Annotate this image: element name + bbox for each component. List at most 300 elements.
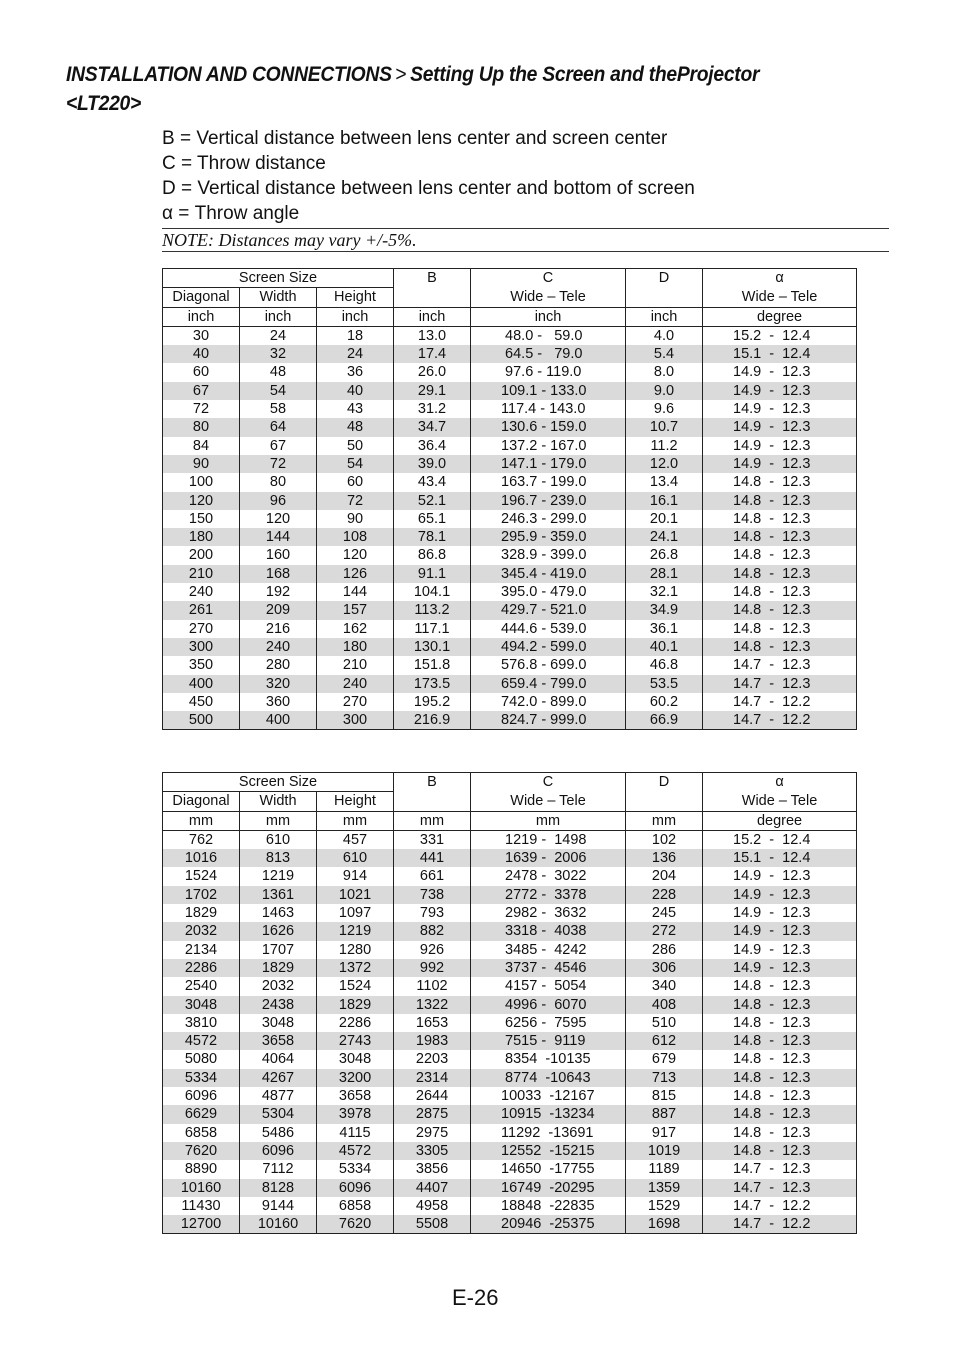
table-cell: 168 <box>240 565 317 583</box>
table-cell: 429.7 - 521.0 <box>471 601 626 619</box>
unit-label: mm <box>317 811 394 830</box>
table-cell: 14650 -17755 <box>471 1160 626 1178</box>
table-cell: 14.8 - 12.3 <box>703 510 857 528</box>
table-cell: 157 <box>317 601 394 619</box>
table-cell: 4996 - 6070 <box>471 996 626 1014</box>
table-cell: 5304 <box>240 1105 317 1123</box>
table-cell: 130.6 - 159.0 <box>471 418 626 436</box>
table-cell: 813 <box>240 849 317 867</box>
table-cell: 1707 <box>240 941 317 959</box>
table-row <box>163 656 857 674</box>
table-cell: 7515 - 9119 <box>471 1032 626 1050</box>
table-cell: 395.0 - 479.0 <box>471 583 626 601</box>
table-cell: 1829 <box>163 904 240 922</box>
table-cell: 2032 <box>163 922 240 940</box>
table-cell: 173.5 <box>394 675 471 693</box>
table-cell: 300 <box>317 711 394 730</box>
table-row <box>163 830 857 849</box>
table-cell: 20946 -25375 <box>471 1215 626 1234</box>
table-cell: 40 <box>317 382 394 400</box>
table-cell: 2438 <box>240 996 317 1014</box>
table-cell: 28.1 <box>626 565 703 583</box>
table-cell: 328.9 - 399.0 <box>471 546 626 564</box>
table-cell: 1021 <box>317 886 394 904</box>
table-cell: 72 <box>240 455 317 473</box>
table-cell: 3048 <box>240 1014 317 1032</box>
table-cell: 80 <box>240 473 317 491</box>
header-height: Height <box>317 792 394 811</box>
table-cell: 1524 <box>317 977 394 995</box>
table-cell: 661 <box>394 867 471 885</box>
table-row <box>163 1197 857 1215</box>
header-alpha: α <box>703 269 857 288</box>
table-cell: 2203 <box>394 1050 471 1068</box>
table-cell: 14.8 - 12.3 <box>703 492 857 510</box>
table-cell: 91.1 <box>394 565 471 583</box>
table-cell: 1653 <box>394 1014 471 1032</box>
table-cell: 14.7 - 12.3 <box>703 1160 857 1178</box>
table-cell: 24 <box>240 326 317 345</box>
table-cell: 6858 <box>163 1124 240 1142</box>
table-row <box>163 418 857 436</box>
table-cell: 360 <box>240 693 317 711</box>
table-row <box>163 510 857 528</box>
unit-label: inch <box>317 307 394 326</box>
subsection-title: Setting Up the Screen and theProjector <box>410 63 760 86</box>
table-cell: 18848 -22835 <box>471 1197 626 1215</box>
table-cell: 2032 <box>240 977 317 995</box>
table-cell: 14.8 - 12.3 <box>703 1105 857 1123</box>
table-row <box>163 492 857 510</box>
unit-label: mm <box>240 811 317 830</box>
table-cell: 24 <box>317 345 394 363</box>
header-alpha-wide-tele: Wide – Tele <box>703 288 857 307</box>
table-cell: 64.5 - 79.0 <box>471 345 626 363</box>
table-cell: 917 <box>626 1124 703 1142</box>
table-cell: 216.9 <box>394 711 471 730</box>
table-cell: 7620 <box>317 1215 394 1234</box>
table-cell: 120 <box>317 546 394 564</box>
table-cell: 14.8 - 12.3 <box>703 977 857 995</box>
table-cell: 26.8 <box>626 546 703 564</box>
table-cell: 48.0 - 59.0 <box>471 326 626 345</box>
table-cell: 90 <box>317 510 394 528</box>
table-cell: 1983 <box>394 1032 471 1050</box>
table-cell: 26.0 <box>394 363 471 381</box>
page-title <box>66 60 839 118</box>
table-cell: 14.8 - 12.3 <box>703 473 857 491</box>
table-cell: 84 <box>163 437 240 455</box>
table-cell: 136 <box>626 849 703 867</box>
table-cell: 40 <box>163 345 240 363</box>
table-cell: 713 <box>626 1069 703 1087</box>
table-row <box>163 1087 857 1105</box>
table-cell: 8890 <box>163 1160 240 1178</box>
table-row <box>163 1142 857 1160</box>
table-cell: 100 <box>163 473 240 491</box>
table-cell: 117.1 <box>394 620 471 638</box>
table-cell: 14.9 - 12.3 <box>703 400 857 418</box>
table-cell: 34.9 <box>626 601 703 619</box>
table-row <box>163 565 857 583</box>
table-cell: 10160 <box>240 1215 317 1234</box>
table-cell: 610 <box>240 830 317 849</box>
table-cell: 86.8 <box>394 546 471 564</box>
table-cell: 3978 <box>317 1105 394 1123</box>
table-cell: 13.0 <box>394 326 471 345</box>
unit-label: mm <box>163 811 240 830</box>
table-cell: 144 <box>317 583 394 601</box>
table-cell: 12.0 <box>626 455 703 473</box>
table-cell: 1219 <box>317 922 394 940</box>
unit-label: inch <box>626 307 703 326</box>
table-cell: 240 <box>240 638 317 656</box>
table-cell: 1019 <box>626 1142 703 1160</box>
table-row <box>163 1032 857 1050</box>
table-cell: 52.1 <box>394 492 471 510</box>
table-cell: 34.7 <box>394 418 471 436</box>
table-cell: 4.0 <box>626 326 703 345</box>
header-d: D <box>626 773 703 812</box>
model-label: <LT220> <box>66 92 142 115</box>
header-alpha: α <box>703 773 857 792</box>
throw-table-inch <box>162 268 857 730</box>
table-cell: 246.3 - 299.0 <box>471 510 626 528</box>
definitions-list <box>162 126 889 226</box>
table-cell: 5508 <box>394 1215 471 1234</box>
table-row <box>163 1105 857 1123</box>
table-cell: 14.8 - 12.3 <box>703 1142 857 1160</box>
table-row <box>163 867 857 885</box>
table-cell: 90 <box>163 455 240 473</box>
table-cell: 4115 <box>317 1124 394 1142</box>
table-cell: 48 <box>240 363 317 381</box>
table-cell: 14.9 - 12.3 <box>703 382 857 400</box>
table-cell: 14.7 - 12.2 <box>703 711 857 730</box>
table-cell: 4064 <box>240 1050 317 1068</box>
table-cell: 882 <box>394 922 471 940</box>
table-cell: 144 <box>240 528 317 546</box>
table-cell: 245 <box>626 904 703 922</box>
table-cell: 295.9 - 359.0 <box>471 528 626 546</box>
table-cell: 14.8 - 12.3 <box>703 583 857 601</box>
table-cell: 150 <box>163 510 240 528</box>
table-cell: 14.7 - 12.2 <box>703 1215 857 1234</box>
table-cell: 2982 - 3632 <box>471 904 626 922</box>
table-cell: 1361 <box>240 886 317 904</box>
table-cell: 192 <box>240 583 317 601</box>
table-cell: 50 <box>317 437 394 455</box>
table-cell: 30 <box>163 326 240 345</box>
table-cell: 4572 <box>163 1032 240 1050</box>
table-row <box>163 620 857 638</box>
table-cell: 3658 <box>317 1087 394 1105</box>
table-cell: 793 <box>394 904 471 922</box>
definition-b: B = Vertical distance between lens center and screen center <box>162 128 668 149</box>
table-cell: 3810 <box>163 1014 240 1032</box>
page-number: E-26 <box>452 1285 499 1310</box>
header-diagonal: Diagonal <box>163 792 240 811</box>
table-cell: 216 <box>240 620 317 638</box>
table-row <box>163 437 857 455</box>
table-cell: 450 <box>163 693 240 711</box>
table-row <box>163 922 857 940</box>
table-cell: 210 <box>317 656 394 674</box>
table-cell: 6096 <box>163 1087 240 1105</box>
table-cell: 10160 <box>163 1179 240 1197</box>
table-cell: 72 <box>163 400 240 418</box>
table-cell: 1639 - 2006 <box>471 849 626 867</box>
table-cell: 10.7 <box>626 418 703 436</box>
table-cell: 3485 - 4242 <box>471 941 626 959</box>
table-row <box>163 675 857 693</box>
table-row <box>163 583 857 601</box>
table-cell: 610 <box>317 849 394 867</box>
table-cell: 39.0 <box>394 455 471 473</box>
table-cell: 14.7 - 12.2 <box>703 1197 857 1215</box>
table-cell: 137.2 - 167.0 <box>471 437 626 455</box>
table-cell: 102 <box>626 830 703 849</box>
table-cell: 576.8 - 699.0 <box>471 656 626 674</box>
table-cell: 200 <box>163 546 240 564</box>
table-cell: 7112 <box>240 1160 317 1178</box>
table-cell: 992 <box>394 959 471 977</box>
table-cell: 36.1 <box>626 620 703 638</box>
table-cell: 6629 <box>163 1105 240 1123</box>
table-cell: 270 <box>163 620 240 638</box>
table-cell: 457 <box>317 830 394 849</box>
table-cell: 32.1 <box>626 583 703 601</box>
table-cell: 3737 - 4546 <box>471 959 626 977</box>
header-d: D <box>626 269 703 308</box>
table-cell: 9.6 <box>626 400 703 418</box>
table-cell: 60 <box>163 363 240 381</box>
table-cell: 14.9 - 12.3 <box>703 904 857 922</box>
unit-label: mm <box>626 811 703 830</box>
table-cell: 151.8 <box>394 656 471 674</box>
table-cell: 72 <box>317 492 394 510</box>
table-row <box>163 1069 857 1087</box>
table-cell: 43 <box>317 400 394 418</box>
table-cell: 331 <box>394 830 471 849</box>
table-cell: 67 <box>240 437 317 455</box>
table-cell: 36 <box>317 363 394 381</box>
table-cell: 1280 <box>317 941 394 959</box>
table-cell: 350 <box>163 656 240 674</box>
table-cell: 14.8 - 12.3 <box>703 1087 857 1105</box>
table-cell: 5486 <box>240 1124 317 1142</box>
table-cell: 8.0 <box>626 363 703 381</box>
table-row <box>163 904 857 922</box>
table-cell: 58 <box>240 400 317 418</box>
table-cell: 1322 <box>394 996 471 1014</box>
table-cell: 6256 - 7595 <box>471 1014 626 1032</box>
unit-label: inch <box>394 307 471 326</box>
table-cell: 1219 - 1498 <box>471 830 626 849</box>
table-cell: 2134 <box>163 941 240 959</box>
table-cell: 3658 <box>240 1032 317 1050</box>
table-cell: 120 <box>163 492 240 510</box>
table-cell: 612 <box>626 1032 703 1050</box>
table-cell: 180 <box>317 638 394 656</box>
table-cell: 14.8 - 12.3 <box>703 565 857 583</box>
table-cell: 14.9 - 12.3 <box>703 363 857 381</box>
table-row <box>163 1050 857 1068</box>
table-cell: 126 <box>317 565 394 583</box>
table-cell: 32 <box>240 345 317 363</box>
table-cell: 914 <box>317 867 394 885</box>
table-cell: 14.8 - 12.3 <box>703 1050 857 1068</box>
table-cell: 272 <box>626 922 703 940</box>
table-cell: 3318 - 4038 <box>471 922 626 940</box>
table-row <box>163 638 857 656</box>
unit-label: degree <box>703 811 857 830</box>
distance-note: NOTE: Distances may vary +/-5%. <box>162 228 889 252</box>
table-cell: 14.9 - 12.3 <box>703 437 857 455</box>
table-cell: 1359 <box>626 1179 703 1197</box>
table-cell: 15.1 - 12.4 <box>703 849 857 867</box>
table-cell: 2743 <box>317 1032 394 1050</box>
header-c-wide-tele: Wide – Tele <box>471 792 626 811</box>
table-cell: 441 <box>394 849 471 867</box>
table-cell: 1189 <box>626 1160 703 1178</box>
table-cell: 320 <box>240 675 317 693</box>
section-title: INSTALLATION AND CONNECTIONS <box>66 63 392 86</box>
table-cell: 3856 <box>394 1160 471 1178</box>
table-cell: 261 <box>163 601 240 619</box>
table-cell: 36.4 <box>394 437 471 455</box>
header-c: C <box>471 773 626 792</box>
table-cell: 510 <box>626 1014 703 1032</box>
table-row <box>163 363 857 381</box>
table-row <box>163 528 857 546</box>
table-cell: 2314 <box>394 1069 471 1087</box>
table-row <box>163 959 857 977</box>
table-cell: 408 <box>626 996 703 1014</box>
unit-label: inch <box>240 307 317 326</box>
table-cell: 8774 -10643 <box>471 1069 626 1087</box>
table-cell: 14.8 - 12.3 <box>703 601 857 619</box>
table-cell: 14.7 - 12.2 <box>703 693 857 711</box>
table-row <box>163 382 857 400</box>
table-cell: 29.1 <box>394 382 471 400</box>
table-cell: 340 <box>626 977 703 995</box>
table-cell: 48 <box>317 418 394 436</box>
table-cell: 5080 <box>163 1050 240 1068</box>
table-row <box>163 1014 857 1032</box>
table-row <box>163 1215 857 1234</box>
table-cell: 14.8 - 12.3 <box>703 1014 857 1032</box>
table-cell: 742.0 - 899.0 <box>471 693 626 711</box>
table-cell: 163.7 - 199.0 <box>471 473 626 491</box>
table-cell: 6096 <box>240 1142 317 1160</box>
table-cell: 926 <box>394 941 471 959</box>
table-cell: 400 <box>240 711 317 730</box>
header-b: B <box>394 269 471 308</box>
definition-c: C = Throw distance <box>162 153 326 174</box>
table-cell: 31.2 <box>394 400 471 418</box>
table-cell: 210 <box>163 565 240 583</box>
table-cell: 14.9 - 12.3 <box>703 941 857 959</box>
table-row <box>163 711 857 730</box>
table-cell: 80 <box>163 418 240 436</box>
table-row <box>163 345 857 363</box>
table-cell: 1702 <box>163 886 240 904</box>
table-cell: 762 <box>163 830 240 849</box>
table-cell: 65.1 <box>394 510 471 528</box>
table-cell: 6096 <box>317 1179 394 1197</box>
table-cell: 108 <box>317 528 394 546</box>
table-cell: 14.9 - 12.3 <box>703 867 857 885</box>
table-cell: 18 <box>317 326 394 345</box>
table-row <box>163 601 857 619</box>
table-cell: 1524 <box>163 867 240 885</box>
table-cell: 1463 <box>240 904 317 922</box>
definition-alpha: α = Throw angle <box>162 203 300 224</box>
table-row <box>163 941 857 959</box>
table-cell: 1016 <box>163 849 240 867</box>
table-cell: 209 <box>240 601 317 619</box>
table-cell: 162 <box>317 620 394 638</box>
table-cell: 11.2 <box>626 437 703 455</box>
table-cell: 67 <box>163 382 240 400</box>
header-screen-size: Screen Size <box>163 773 394 792</box>
table-cell: 12552 -15215 <box>471 1142 626 1160</box>
table-cell: 14.8 - 12.3 <box>703 1069 857 1087</box>
table-cell: 64 <box>240 418 317 436</box>
table-row <box>163 886 857 904</box>
table-cell: 5334 <box>317 1160 394 1178</box>
table-row <box>163 1179 857 1197</box>
table-cell: 78.1 <box>394 528 471 546</box>
table-cell: 20.1 <box>626 510 703 528</box>
table-cell: 14.9 - 12.3 <box>703 886 857 904</box>
table-cell: 17.4 <box>394 345 471 363</box>
table-cell: 117.4 - 143.0 <box>471 400 626 418</box>
table-cell: 7620 <box>163 1142 240 1160</box>
unit-label: inch <box>163 307 240 326</box>
table-cell: 96 <box>240 492 317 510</box>
table-cell: 14.9 - 12.3 <box>703 418 857 436</box>
table-cell: 228 <box>626 886 703 904</box>
table-cell: 5334 <box>163 1069 240 1087</box>
table-cell: 113.2 <box>394 601 471 619</box>
table-cell: 97.6 - 119.0 <box>471 363 626 381</box>
unit-label: mm <box>394 811 471 830</box>
table-cell: 500 <box>163 711 240 730</box>
table-cell: 400 <box>163 675 240 693</box>
table-cell: 40.1 <box>626 638 703 656</box>
table-cell: 1626 <box>240 922 317 940</box>
table-cell: 14.8 - 12.3 <box>703 996 857 1014</box>
header-diagonal: Diagonal <box>163 288 240 307</box>
table-cell: 300 <box>163 638 240 656</box>
table-cell: 195.2 <box>394 693 471 711</box>
table-cell: 679 <box>626 1050 703 1068</box>
table-cell: 13.4 <box>626 473 703 491</box>
table-cell: 444.6 - 539.0 <box>471 620 626 638</box>
table-cell: 14.8 - 12.3 <box>703 1124 857 1142</box>
table-row <box>163 977 857 995</box>
table-cell: 24.1 <box>626 528 703 546</box>
table-cell: 738 <box>394 886 471 904</box>
header-alpha-wide-tele: Wide – Tele <box>703 792 857 811</box>
table-cell: 1102 <box>394 977 471 995</box>
table-row <box>163 1160 857 1178</box>
unit-label: mm <box>471 811 626 830</box>
table-cell: 14.8 - 12.3 <box>703 620 857 638</box>
table-cell: 11430 <box>163 1197 240 1215</box>
